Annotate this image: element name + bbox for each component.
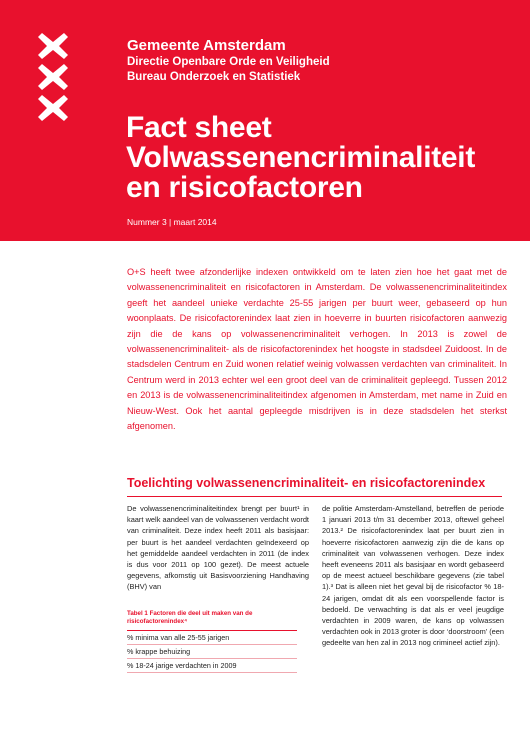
table-caption: Tabel 1 Factoren die deel uit maken van de risicofactorenindex⁴ [127, 610, 253, 625]
department-line: Directie Openbare Orde en Veiligheid [127, 56, 330, 68]
department-line: Bureau Onderzoek en Statistiek [127, 71, 301, 83]
cross-icon [38, 64, 68, 90]
left-column-text: De volwassenencriminaliteitindex brengt per buurt¹ in kaart welk aandeel van de volwassenen verdacht wordt van criminaliteit. Deze index heeft 2011 als basisjaar: per buurt is het aandeel verdachten geïndexeerd op het gemiddelde aandeel verdachten in 2011 (de index is dus voor 2011 op 100 gezet). De meest actuele gegevens, afkomstig uit Basisvoorziening Handhaving (BHV) van [127, 504, 309, 592]
organization-block [127, 36, 330, 85]
table-row: % krappe behuizing [127, 645, 297, 659]
table-row: % minima van alle 25-55 jarigen [127, 631, 297, 645]
cross-icon [38, 33, 68, 59]
xxx-logo-icon [38, 33, 68, 126]
intro-paragraph: O+S heeft twee afzonderlijke indexen ontwikkeld om te laten zien hoe het gaat met de volwassenencriminaliteit en risicofactoren in Amsterdam. De volwassenencriminaliteitindex geeft het aandeel unieke verdachte 25-55 jarigen per buurt weer, gebaseerd op hun woonplaats. De risicofactorenindex laat zien in hoeverre in buurten risicofactoren aanwezig zijn die de kans op volwassenencriminaliteit verhogen. In 2013 is zowel de volwassenencriminaliteit- als de risicofactorenindex het hoogste in stadsdeel Zuidoost. In de stadsdelen Centrum en Zuid wonen relatief weinig volwassen verdachten van criminaliteit. In Centrum werd in 2013 echter wel een groot deel van de criminaliteit gepleegd. Tussen 2012 en 2013 is de volwassenencriminaliteitindex afgenomen in Amsterdam, met name in Zuid en Nieuw-West. Ook het aantal gepleegde misdrijven is in deze stadsdelen het sterkst afgenomen. [127, 267, 507, 432]
right-column-text: de politie Amsterdam-Amstelland, betreffen de periode 1 januari 2013 t/m 31 december 2013, oftewel geheel 2013.² De risicofactorenindex laat per buurt zien in hoeverre risicofactoren aanwezig zijn die de kans op criminaliteit van volwassenen verhogen. Deze index heeft eveneens 2011 als basisjaar en wordt gebaseerd op de meest actueel beschikbare gegevens (zie tabel 1).³ Dat is alleen niet het geval bij de risicofactor % 18-24 jarigen, omdat dit als een voorspellende factor is bedoeld. De verwachting is dat als er veel jeugdige verdachten in 2009 waren, de kans op volwassen verdachten ook in 2013 groter is door ‘doorstroom’ (een gedeelte van hen zal in 2013 nog crimineel actief zijn). [322, 504, 504, 648]
cross-icon [38, 95, 68, 121]
factors-table [127, 630, 297, 673]
title-line: en risicofactoren [126, 171, 363, 204]
issue-info: Nummer 3 | maart 2014 [127, 217, 217, 227]
header-banner [0, 0, 530, 241]
title-line: Fact sheet [126, 111, 272, 144]
table-row: % 18-24 jarige verdachten in 2009 [127, 659, 297, 673]
section-divider [127, 496, 502, 497]
section-heading: Toelichting volwassenencriminaliteit- en risicofactorenindex [127, 476, 486, 490]
title-line: Volwassenencriminaliteit [126, 141, 476, 174]
page-title [126, 113, 475, 203]
organization-name: Gemeente Amsterdam [127, 37, 286, 54]
